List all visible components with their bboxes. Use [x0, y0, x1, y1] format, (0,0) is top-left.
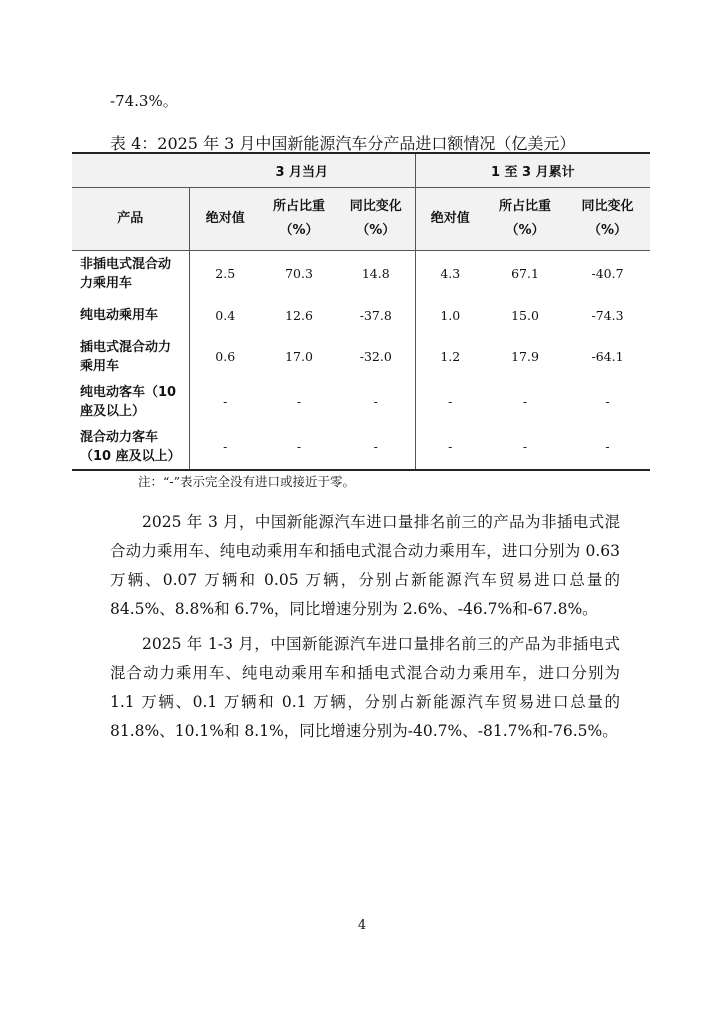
- value-cell: 17.9: [511, 349, 539, 364]
- value-cell: -64.1: [591, 349, 624, 364]
- table-row: [72, 424, 650, 470]
- value-cell: -: [189, 424, 261, 470]
- import-value-table: [72, 152, 650, 471]
- table-group-header-row: [72, 153, 650, 188]
- abs-header-march: 绝对值: [189, 188, 261, 251]
- value-cell: 0.4: [189, 296, 261, 334]
- value-cell: -: [337, 424, 415, 470]
- table-caption: 表 4：2025 年 3 月中国新能源汽车分产品进口额情况（亿美元）: [110, 134, 576, 153]
- table-row: [72, 334, 650, 379]
- value-cell: 4.3: [415, 251, 485, 297]
- value-cell: -32.0: [359, 349, 392, 364]
- yoy-header-march: 同比变化 （%）: [337, 188, 415, 251]
- value-cell: 70.3: [285, 266, 313, 281]
- body-paragraph: 2025 年 1-3 月，中国新能源汽车进口量排名前三的产品为非插电式混合动力乘用车、纯电动乘用车和插电式混合动力乘用车，进口分别为 1.1 万辆、0.1 万辆和 0.1 万辆，分别占新能源汽车贸易进口总量的 81.8%、10.1%和 8.1%，同比增速分别为-40.7%、-81.7%和-76.5%。: [110, 635, 620, 740]
- product-cell: 纯电动乘用车: [80, 307, 159, 323]
- value-cell: -: [261, 424, 337, 470]
- body-paragraph: 2025 年 3 月，中国新能源汽车进口量排名前三的产品为非插电式混合动力乘用车、纯电动乘用车和插电式混合动力乘用车，进口分别为 0.63 万辆、0.07 万辆和 0.05 万辆，分别占新能源汽车贸易进口总量的 84.5%、8.8%和 6.7%，同比增速分别为 2.6%、-46.7%和-67.8%。: [110, 513, 620, 618]
- group-header-cumulative: 1 至 3 月累计: [415, 153, 650, 188]
- value-cell: -40.7: [591, 266, 624, 281]
- value-cell: 15.0: [511, 307, 539, 323]
- value-cell: 17.0: [285, 349, 313, 364]
- value-cell: -: [565, 424, 650, 470]
- value-cell: 2.5: [189, 251, 261, 297]
- value-cell: -: [522, 394, 528, 409]
- table-note: 注：“-”表示完全没有进口或接近于零。: [138, 474, 356, 489]
- value-cell: 0.6: [189, 334, 261, 379]
- value-cell: 12.6: [285, 307, 313, 323]
- product-cell: 混合动力客车 （10 座及以上）: [72, 424, 189, 470]
- value-cell: -37.8: [359, 307, 392, 323]
- value-cell: -: [605, 394, 610, 409]
- abs-header-cumulative: 绝对值: [415, 188, 485, 251]
- continuation-text: -74.3%。: [110, 92, 178, 110]
- page-number: 4: [357, 918, 367, 933]
- value-cell: -: [373, 394, 378, 409]
- product-cell: 插电式混合动力 乘用车: [80, 339, 172, 374]
- value-cell: -: [485, 424, 565, 470]
- value-cell: 1.2: [415, 334, 485, 379]
- value-cell: -: [415, 379, 485, 424]
- group-header-march: 3 月当月: [189, 153, 415, 188]
- table-column-header-row: [72, 188, 650, 251]
- product-cell: 纯电动客车（10 座及以上）: [80, 384, 177, 419]
- table-row: [72, 251, 650, 297]
- value-cell: -: [296, 394, 302, 409]
- yoy-header-cumulative: 同比变化 （%）: [565, 188, 650, 251]
- value-cell: -: [189, 379, 261, 424]
- table-row: [72, 379, 650, 424]
- value-cell: 67.1: [511, 266, 539, 281]
- share-header-cumulative: 所占比重 （%）: [485, 188, 565, 251]
- value-cell: -: [415, 424, 485, 470]
- value-cell: -74.3: [591, 307, 624, 323]
- product-header: 产品: [72, 188, 189, 251]
- product-cell: 非插电式混合动 力乘用车: [80, 256, 172, 291]
- share-header-march: 所占比重 （%）: [261, 188, 337, 251]
- table-row: [72, 296, 650, 334]
- header-blank-cell: [72, 153, 189, 188]
- value-cell: 1.0: [415, 296, 485, 334]
- value-cell: 14.8: [361, 266, 390, 281]
